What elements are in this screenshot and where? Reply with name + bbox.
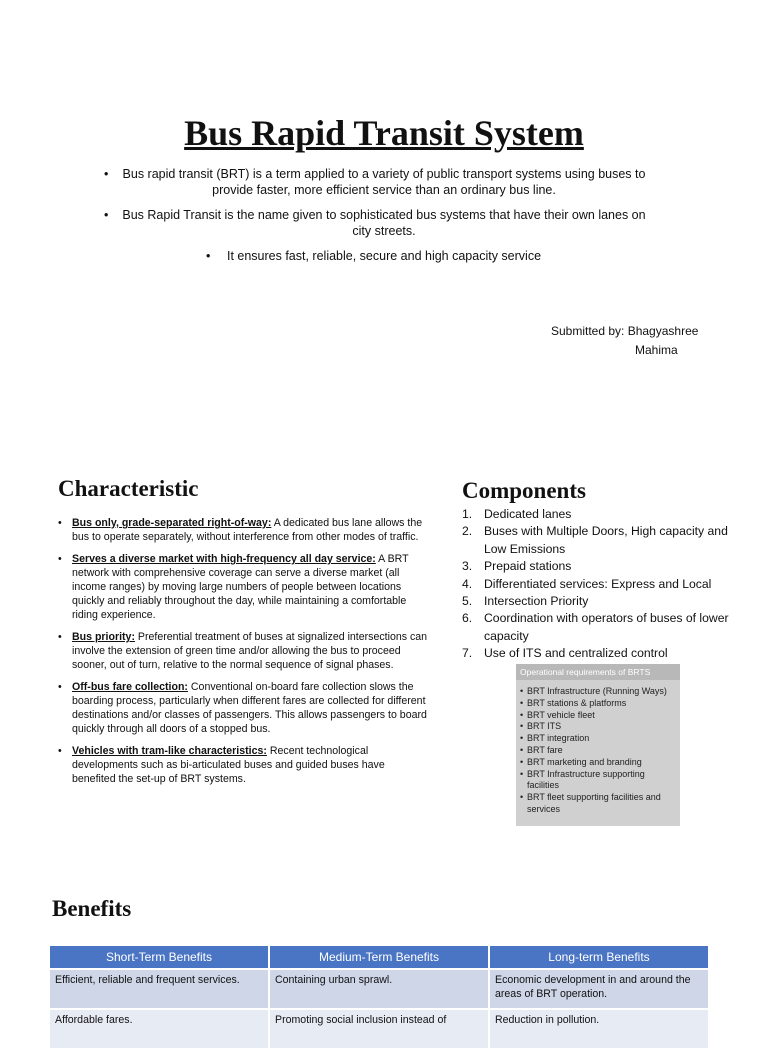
benefits-heading: Benefits <box>52 896 132 921</box>
characteristic-item: • Bus priority: Preferential treatment of buses at signalized intersections can involve the extension of green time and/or allowing the bus to proceed sooner, out of turn, relative to the normal sequence of signal phases. <box>58 631 428 671</box>
ops-item: • BRT Infrastructure supporting facilities <box>520 768 645 791</box>
bullet-icon: • <box>104 208 109 222</box>
component-item: 5. Intersection Priority <box>462 594 589 609</box>
column-header-medium-term: Medium-Term Benefits <box>269 945 489 969</box>
component-item: 2. Buses with Multiple Doors, High capacity and Low Emissions <box>462 524 728 556</box>
components-list <box>462 506 742 663</box>
bullet-icon: • <box>58 631 62 643</box>
submitted-by <box>551 322 698 360</box>
table-cell: Efficient, reliable and frequent services. <box>49 969 269 1009</box>
component-item: 4. Differentiated services: Express and Local <box>462 576 712 591</box>
characteristic-item: • Off-bus fare collection: Conventional on-board fare collection slows the boarding process, particularly when different fares are collected for different destinations and/or classes of passengers. This allows passengers to board quickly through all doors of a stopped bus. <box>58 681 427 735</box>
operational-requirements-box <box>516 664 680 826</box>
ops-item: • BRT stations & platforms <box>520 697 627 708</box>
ops-item: • BRT fleet supporting facilities and services <box>520 792 661 814</box>
bullet-icon: • <box>58 517 62 529</box>
ops-item: • BRT integration <box>520 733 590 744</box>
ops-item: • BRT vehicle fleet <box>520 709 595 720</box>
component-item: 6. Coordination with operators of buses of lower capacity <box>462 611 729 643</box>
column-header-short-term: Short-Term Benefits <box>49 945 269 969</box>
bullet-icon: • <box>58 553 62 565</box>
table-cell: Affordable fares. <box>49 1009 269 1049</box>
table-cell: Reduction in pollution. <box>489 1009 709 1049</box>
operational-requirements-list <box>516 680 680 816</box>
characteristic-item: • Bus only, grade-separated right-of-way: A dedicated bus lane allows the bus to operate separately, without interference from other modes of traffic. <box>58 517 423 543</box>
table-row <box>49 969 709 1009</box>
intro-bullet: • It ensures fast, reliable, secure and high capacity service <box>206 249 542 263</box>
bullet-icon: • <box>58 745 62 757</box>
characteristic-list <box>58 516 430 794</box>
column-header-long-term: Long-term Benefits <box>489 945 709 969</box>
bullet-icon: • <box>206 249 211 263</box>
table-cell: Economic development in and around the areas of BRT operation. <box>489 969 709 1009</box>
intro-bullet-list <box>104 166 664 273</box>
operational-requirements-title: Operational requirements of BRTS <box>516 664 680 680</box>
benefits-table <box>48 944 710 1050</box>
characteristic-heading: Characteristic <box>58 476 199 501</box>
bullet-icon: • <box>58 681 62 693</box>
submitted-second-name: Mahima <box>635 343 678 357</box>
table-row <box>49 1009 709 1049</box>
component-item: 3. Prepaid stations <box>462 559 572 574</box>
ops-item: • BRT marketing and branding <box>520 756 642 767</box>
table-cell: Promoting social inclusion instead of <box>269 1009 489 1049</box>
table-cell: Containing urban sprawl. <box>269 969 489 1009</box>
page-title: Bus Rapid Transit System <box>184 113 584 153</box>
intro-bullet: • Bus Rapid Transit is the name given to sophisticated bus systems that have their own lanes on city streets. <box>104 208 646 238</box>
submitted-label: Submitted by: Bhagyashree <box>551 324 699 338</box>
ops-item: • BRT ITS <box>520 721 562 732</box>
table-header-row <box>49 945 709 969</box>
components-heading: Components <box>462 478 586 503</box>
component-item: 7. Use of ITS and centralized control <box>462 646 668 661</box>
characteristic-item: • Serves a diverse market with high-frequency all day service: A BRT network with comprehensive coverage can serve a diverse market (all income ranges) by moving large numbers of people between locations quickly and reliably throughout the day, while maintaining a comfortable riding experience. <box>58 553 409 621</box>
characteristic-item: • Vehicles with tram-like characteristics: Recent technological developments such as bi-articulated buses and guided buses have benefited the set-up of BRT systems. <box>58 745 385 785</box>
intro-bullet: • Bus rapid transit (BRT) is a term applied to a variety of public transport systems using buses to provide faster, more efficient service than an ordinary bus line. <box>104 167 646 197</box>
ops-item: • BRT Infrastructure (Running Ways) <box>520 686 667 696</box>
bullet-icon: • <box>104 167 109 181</box>
component-item: 1. Dedicated lanes <box>462 507 572 521</box>
ops-item: • BRT fare <box>520 744 563 755</box>
